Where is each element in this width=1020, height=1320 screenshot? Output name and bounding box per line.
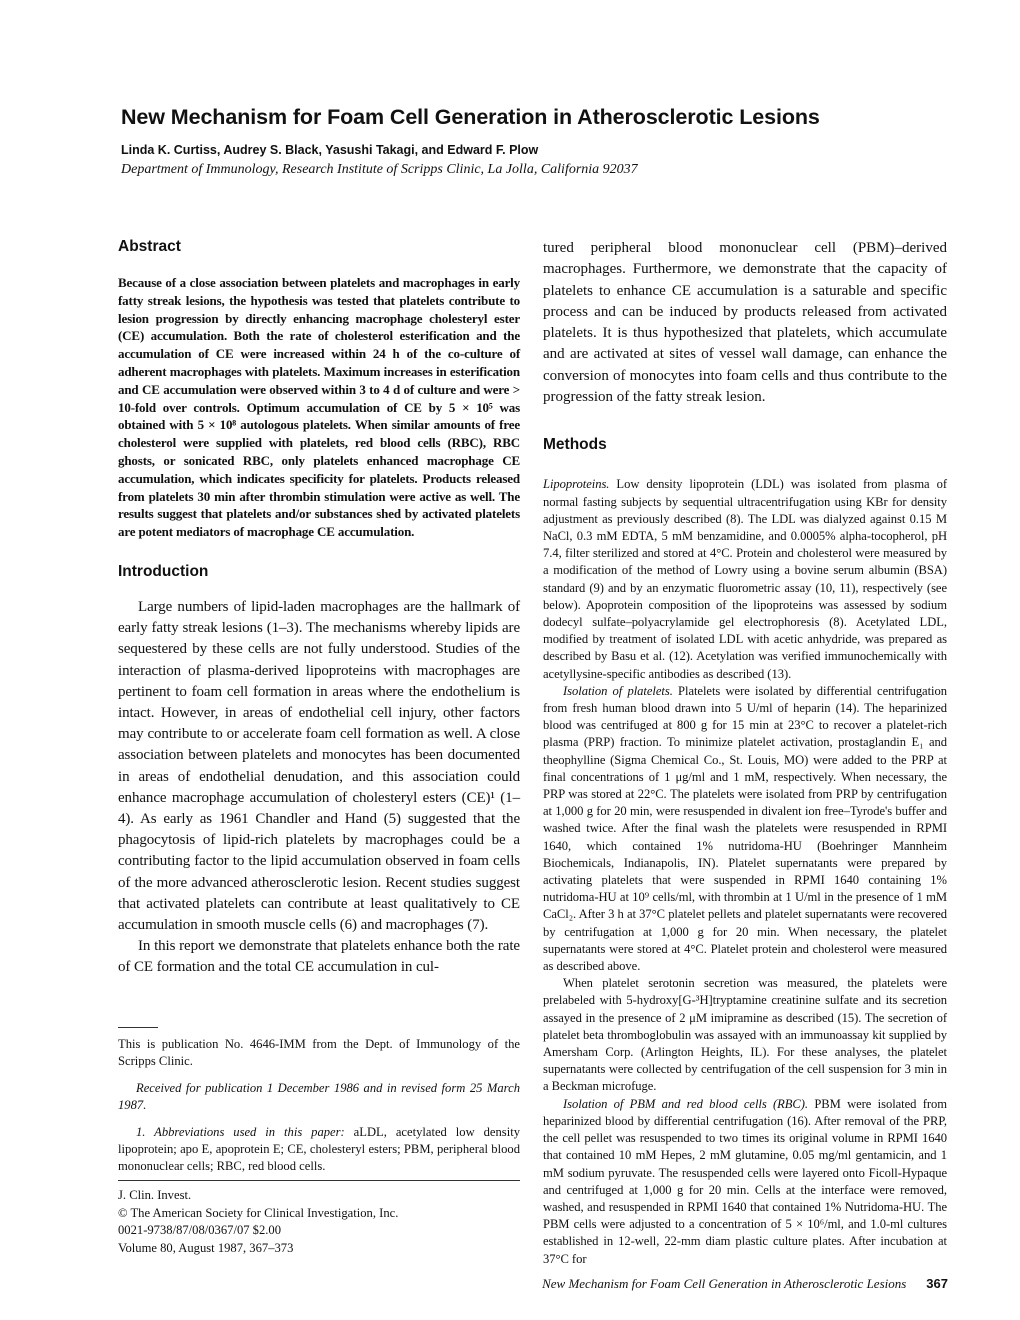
platelets-label: Isolation of platelets.	[563, 683, 673, 698]
copyright: © The American Society for Clinical Investigation, Inc.	[118, 1205, 399, 1220]
page-number: 367	[926, 1276, 948, 1291]
abstract-text: Because of a close association between platelets and macrophages in early fatty streak lesions, the hypothesis was tested that platelets contribute to lesion progression by directly enhancing macrophage cholesteryl ester (CE) accumulation. Both the rate of cholesterol esterification and the accumulation of CE were increased within 24 h of the co-culture of adherent macrophages with platelets. Maximum increases in esterification and CE accumulation were observed within 3 to 4 d of culture and were > 10-fold over controls. Optimum accumulation of CE by 5 × 10⁵ was obtained with 5 × 10⁸ autologous platelets. When similar amounts of free cholesterol were supplied with platelets, red blood cells (RBC), RBC ghosts, or sonicated RBC, only platelets enhanced macrophage CE accumulation, which indicates specificity for platelets. Products released from platelets 30 min after thrombin stimulation were active as well. The results suggest that platelets and/or substances shed by activated platelets are potent mediators of macrophage CE accumulation.	[118, 275, 520, 540]
footnotes	[118, 1027, 520, 1185]
abstract-heading: Abstract	[118, 238, 181, 255]
intro-paragraph-2: In this report we demonstrate that platelets enhance both the rate of CE formation and the total CE accumulation in cul-	[118, 938, 520, 976]
footnote-abbreviations-label: 1. Abbreviations used in this paper:	[136, 1125, 345, 1139]
footnote-rule	[118, 1027, 158, 1028]
journal-info	[118, 1180, 520, 1257]
intro-continuation: tured peripheral blood mononuclear cell (PBM)–derived macrophages. Furthermore, we demonstrate that the capacity of platelets to enhance CE accumulation is a saturable and specific process and can be induced by products released from activated platelets. It is thus hypothesized that platelets, which accumulate and are activated at sites of vessel wall damage, can enhance the conversion of monocytes into foam cells and thus contribute to the progression of the fatty streak lesion.	[543, 240, 947, 406]
methods-pbm	[543, 1096, 947, 1268]
footnote-abbreviations	[118, 1124, 520, 1175]
issn: 0021-9738/87/08/0367/07 $2.00	[118, 1223, 282, 1238]
journal-name: J. Clin. Invest.	[118, 1188, 192, 1202]
journal-info-rule	[118, 1180, 520, 1181]
platelets-text: Platelets were isolated by differential centrifugation from fresh human blood drawn into 5 U/ml of heparin (14). The heparinized blood was centrifuged at 800 g for 15 min at 23°C to recover a platelet-rich plasma (PRP) fraction. To minimize platelet activation, prostaglandin E₁ and theophylline (Sigma Chemical Co., St. Louis, MO) were added to the PRP at final concentrations of 1 μg/ml and 1 mM, respectively. When necessary, the PRP was stored at 22°C. The platelets were isolated from PRP by centrifugation at 1,000 g for 20 min, were resuspended in divalent ion free–Tyrode's buffer and washed twice. After the final wash the platelets were resuspended in RPMI 1640, which contained 1% nutridoma-HU (Boehringer Mannheim Biochemicals, Indianapolis, IN). Platelet supernatants were prepared by activating platelets that were suspended in RPMI 1640 containing 1% nutridoma-HU at 10⁹ cells/ml, with thrombin at 1 U/ml in the presence of 1 mM CaCl₂. After 3 h at 37°C platelet pellets and platelet supernatants were recovered by centrifugation at 1,000 g for 20 min. When necessary, the platelet supernatants were stored at 4°C. Platelet protein and cholesterol were measured as described above.	[543, 683, 947, 974]
methods-platelets	[543, 683, 947, 975]
methods-serotonin: When platelet serotonin secretion was measured, the platelets were prelabeled with 5-hydroxy[G-³H]tryptamine creatinine sulfate and its secretion assayed in the presence of 2 μM imipramine as described (15). The secretion of platelet beta thromboglobulin was assayed with an immunoassay kit supplied by Amersham Corp. (Arlington Heights, IL). For these analyses, the platelet supernatants were collected by centrifugation of the cell suspension for 3 min in a Beckman microfuge.	[543, 976, 947, 1094]
page-footer	[542, 1276, 948, 1292]
right-column	[543, 238, 947, 1268]
footnote-received: Received for publication 1 December 1986 and in revised form 25 March 1987.	[118, 1081, 520, 1112]
author-list: Linda K. Curtiss, Audrey S. Black, Yasushi Takagi, and Edward F. Plow	[121, 143, 539, 157]
methods-heading: Methods	[543, 436, 607, 454]
affiliation: Department of Immunology, Research Institute of Scripps Clinic, La Jolla, California 92037	[121, 162, 638, 177]
methods-lipoproteins	[543, 476, 947, 682]
left-column	[118, 238, 520, 979]
pbm-label: Isolation of PBM and red blood cells (RBC).	[563, 1096, 809, 1111]
article-title: New Mechanism for Foam Cell Generation in Atherosclerotic Lesions	[121, 105, 820, 129]
volume-info: Volume 80, August 1987, 367–373	[118, 1240, 294, 1255]
lipoproteins-text: Low density lipoprotein (LDL) was isolated from plasma of normal fasting subjects by sequential ultracentrifugation using KBr for density adjustment as previously described (8). The LDL was dialyzed against 0.15 M NaCl, 0.3 mM EDTA, 5 mM benzamidine, and 0.0005% alpha-tocopherol, pH 7.4, filter sterilized and stored at 4°C. Protein and cholesterol were measured by a modification of the method of Lowry using a bovine serum albumin (BSA) standard (9) and by an enzymatic fluorometric assay (10, 11), respectively (see below). Apoprotein composition of the lipoproteins was assessed by sodium dodecyl sulfate–polyacrylamide gel electrophoresis (8). Acetylated LDL, modified by treatment of isolated LDL with acetic anhydride, was prepared as described by Basu et al. (12). Acetylation was verified immunochemically with acetyllysine-specific antibodies as described (13).	[543, 477, 947, 681]
pbm-text: PBM were isolated from heparinized blood by differential centrifugation (16). After removal of the PRP, the cell pellet was resuspended to two times its original volume in RPMI 1640 that contained 10 mM Hepes, 2 mM glutamine, 0.05 mg/ml gentamicin, and 1 mM sodium pyruvate. The resuspended cells were layered onto Ficoll-Hypaque and centrifuged at 1,000 g for 20 min. Cells at the interface were removed, washed, and resuspended in RPMI 1640 that contained 1% Nutridoma-HU. The PBM cells were adjusted to a concentration of 5 × 10⁶/ml, and 1.0-ml cultures established in 12-well, 22-mm diam plastic culture plates. After incubation at 37°C for	[543, 1096, 947, 1266]
running-title: New Mechanism for Foam Cell Generation in Atherosclerotic Lesions	[542, 1276, 907, 1291]
introduction-heading: Introduction	[118, 562, 209, 580]
lipoproteins-label: Lipoproteins.	[543, 477, 610, 492]
footnote-publication-number: This is publication No. 4646-IMM from the Dept. of Immunology of the Scripps Clinic.	[118, 1037, 520, 1068]
intro-paragraph-1: Large numbers of lipid-laden macrophages are the hallmark of early fatty streak lesions (1–3). The mechanisms whereby lipids are sequestered by these cells are not fully understood. Studies of the interaction of plasma-derived lipoproteins with macrophages are pertinent to foam cell formation in areas where the endothelium is intact. However, in areas of endothelial cell injury, other factors may contribute to or accelerate foam cell formation as well. A close association between platelets and monocytes has been documented in areas of endothelial denudation, and this association could enhance macrophage accumulation of cholesteryl esters (CE)¹ (1–4). As early as 1961 Chandler and Hand (5) suggested that the phagocytosis of lipid-rich platelets by macrophages could be a contributing factor to the lipid accumulation observed in foam cells of the more advanced atherosclerotic lesion. Recent studies suggest that activated platelets can contribute at least qualitatively to CE accumulation in smooth muscle cells (6) and macrophages (7).	[118, 598, 520, 933]
footnote-abbreviations-text: aLDL, acetylated low density lipoprotein; apo E, apoprotein E; CE, cholesteryl esters; PBM, peripheral blood mononuclear cells; RBC, red blood cells.	[118, 1125, 520, 1173]
